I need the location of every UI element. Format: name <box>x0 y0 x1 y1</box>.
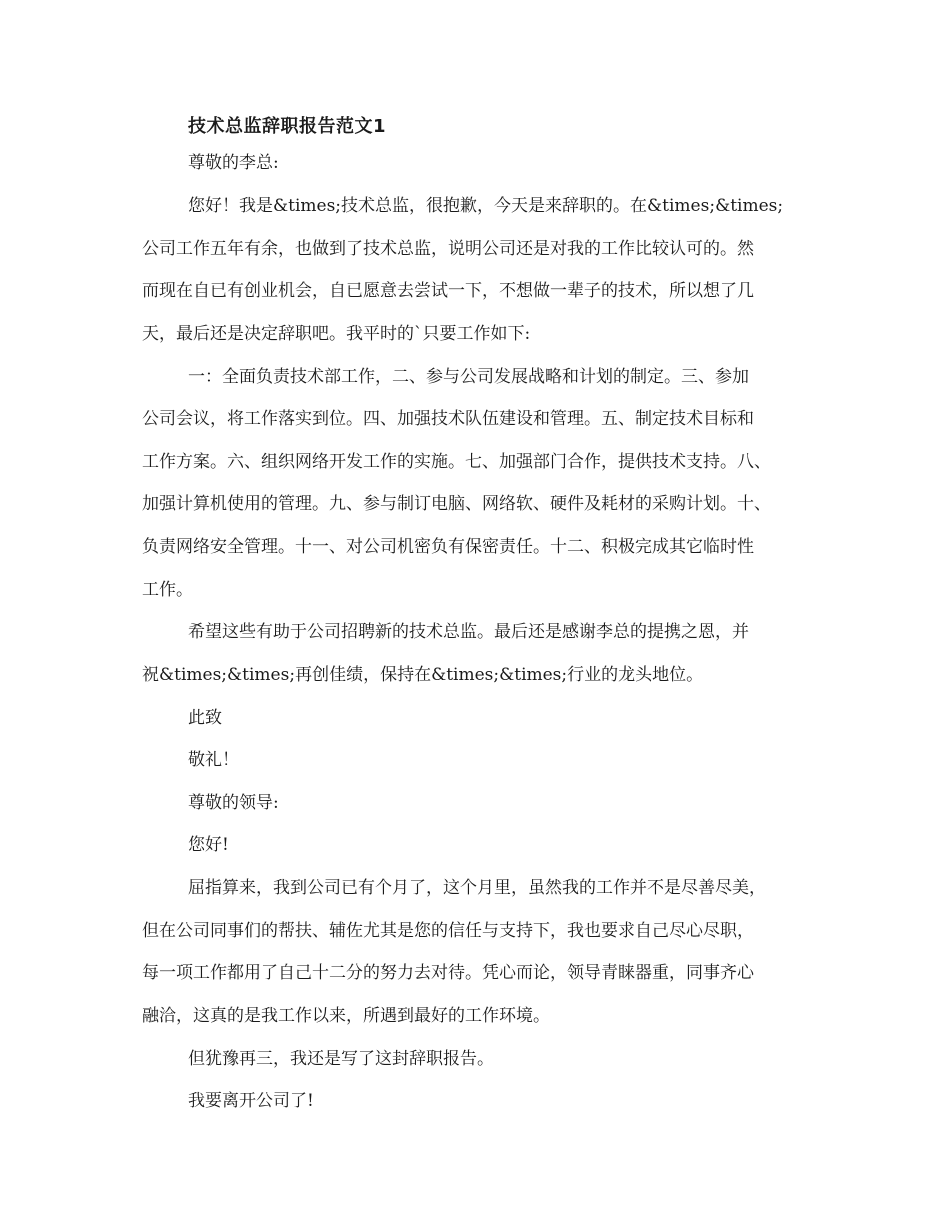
body-line: 一：全面负责技术部工作，二、参与公司发展战略和计划的制定。三、参加 <box>188 367 749 387</box>
body-line: 但犹豫再三，我还是写了这封辞职报告。 <box>188 1049 494 1069</box>
body-line: 您好！我是&times;技术总监，很抱歉，今天是来辞职的。在&times;&times; <box>188 196 784 216</box>
body-line: 公司工作五年有余，也做到了技术总监，说明公司还是对我的工作比较认可的。然 <box>142 239 754 259</box>
body-line: 祝&times;&times;再创佳绩，保持在&times;&times;行业的龙头地位。 <box>142 665 704 685</box>
greeting-line: 您好! <box>188 835 229 855</box>
body-line: 但在公司同事们的帮扶、辅佐尤其是您的信任与支持下，我也要求自己尽心尽职， <box>142 921 754 941</box>
closing-line: 此致 <box>188 708 222 728</box>
body-line: 工作方案。六、组织网络开发工作的实施。七、加强部门合作，提供技术支持。八、 <box>142 452 771 472</box>
body-line: 公司会议，将工作落实到位。四、加强技术队伍建设和管理。五、制定技术目标和 <box>142 409 754 429</box>
body-line: 屈指算来，我到公司已有个月了，这个月里，虽然我的工作并不是尽善尽美， <box>188 878 766 898</box>
body-line: 每一项工作都用了自己十二分的努力去对待。凭心而论，领导青睐器重，同事齐心 <box>142 963 754 983</box>
salutation-line: 尊敬的领导: <box>188 793 279 813</box>
body-line: 而现在自已有创业机会，自已愿意去尝试一下，不想做一辈子的技术，所以想了几 <box>142 281 754 301</box>
body-line: 加强计算机使用的管理。九、参与制订电脑、网络软、硬件及耗材的采购计划。十、 <box>142 494 771 514</box>
body-line: 天，最后还是决定辞职吧。我平时的`只要工作如下: <box>142 324 531 344</box>
body-line: 负责网络安全管理。十一、对公司机密负有保密责任。十二、积极完成其它临时性 <box>142 537 754 557</box>
salutation-line: 尊敬的李总: <box>188 153 279 173</box>
closing-line: 敬礼！ <box>188 750 239 770</box>
document-title: 技术总监辞职报告范文1 <box>188 116 387 137</box>
body-line: 融洽，这真的是我工作以来，所遇到最好的工作环境。 <box>142 1006 550 1026</box>
body-line: 希望这些有助于公司招聘新的技术总监。最后还是感谢李总的提携之恩，并 <box>188 622 749 642</box>
body-line: 工作。 <box>142 580 193 600</box>
body-line: 我要离开公司了! <box>188 1091 314 1111</box>
